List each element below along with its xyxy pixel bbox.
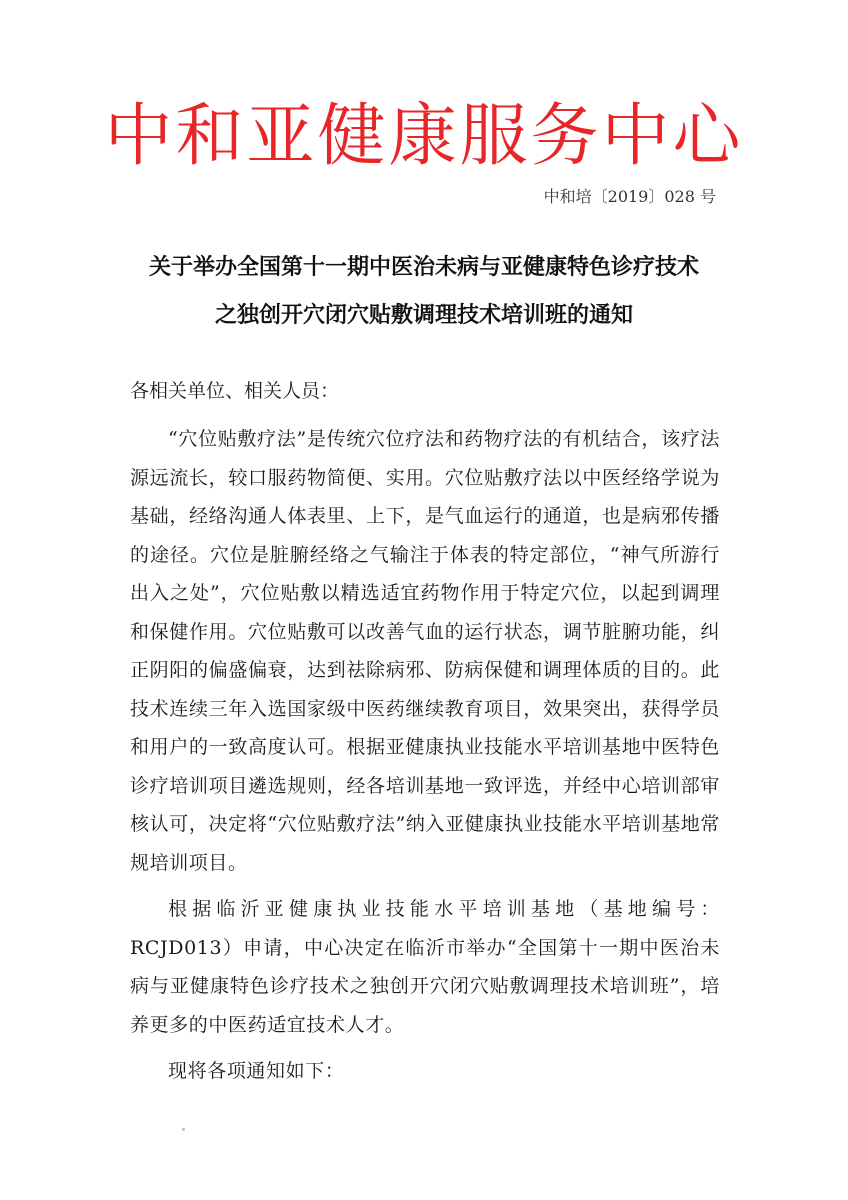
title-line-1: 关于举办全国第十一期中医治未病与亚健康特色诊疗技术 xyxy=(148,254,699,280)
paragraph-1: “穴位贴敷疗法”是传统穴位疗法和药物疗法的有机结合，该疗法源远流长，较口服药物简便、实用。穴位贴敷疗法以中医经络学说为基础，经络沟通人体表里、上下，是气血运行的通道，也是病邪传播的途径。穴位是脏腑经络之气输注于体表的特定部位，“神气所游行出入之处”，穴位贴敷以精选适宜药物作用于特定穴位，以起到调理和保健作用。穴位贴敷可以改善气血的运行状态，调节脏腑功能，纠正阴阳的偏盛偏衰，达到祛除病邪、防病保健和调理体质的目的。此技术连续三年入选国家级中医药继续教育项目，效果突出，获得学员和用户的一致高度认可。根据亚健康执业技能水平培训基地中医特色诊疗培训项目遴选规则，经各培训基地一致评选，并经中心培训部审核认可，决定将“穴位贴敷疗法”纳入亚健康执业技能水平培训基地常规培训项目。 xyxy=(130,428,720,874)
scan-speck xyxy=(182,1128,185,1131)
body-text xyxy=(130,420,720,1099)
paragraph-2: 根据临沂亚健康执业技能水平培训基地（基地编号：RCJD013）申请，中心决定在临沂市举办“全国第十一期中医治未病与亚健康特色诊疗技术之独创开穴闭穴贴敷调理技术培训班”，培养更多的中医药适宜技术人才。 xyxy=(130,898,720,1036)
notice-title xyxy=(60,243,788,339)
document-number: 中和培〔2019〕028 号 xyxy=(543,187,716,206)
paragraph-3: 现将各项通知如下： xyxy=(168,1060,345,1082)
org-name-heading: 中和亚健康服务中心 xyxy=(104,97,744,176)
salutation: 各相关单位、相关人员： xyxy=(130,380,340,402)
title-line-2: 之独创开穴闭穴贴敷调理技术培训班的通知 xyxy=(214,302,633,328)
